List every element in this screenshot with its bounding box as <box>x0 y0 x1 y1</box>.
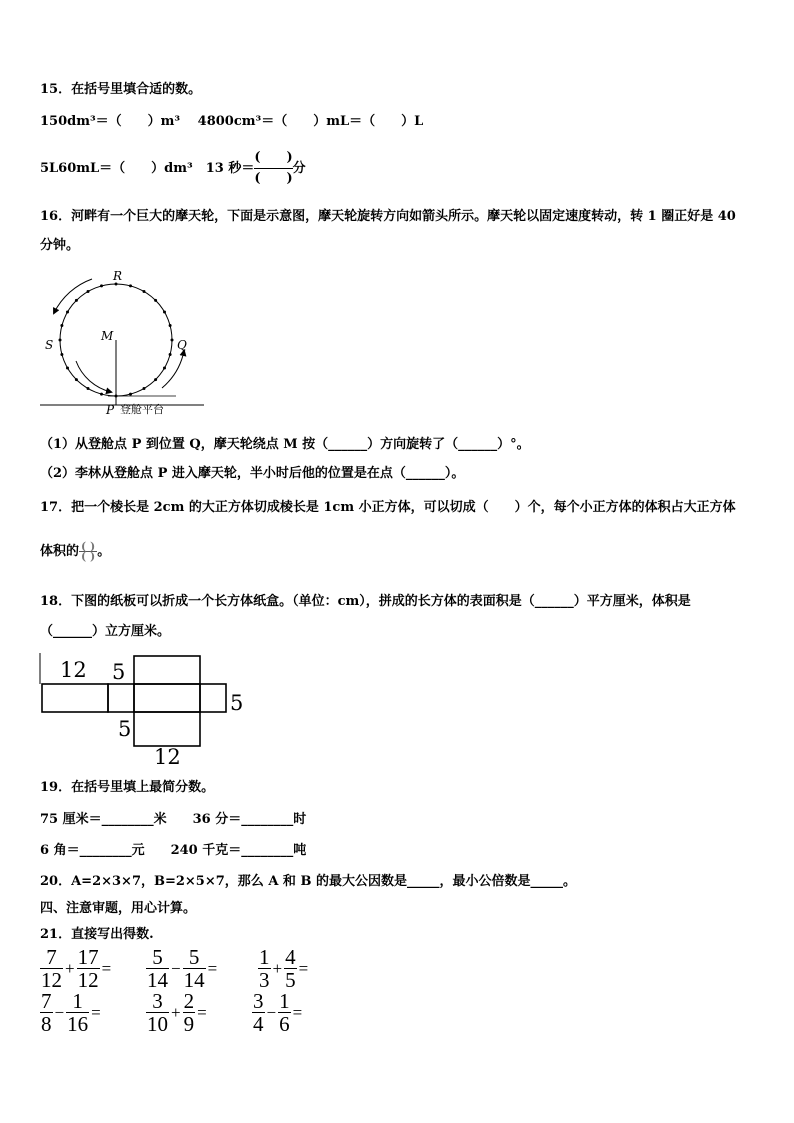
label-p: P <box>106 403 115 417</box>
q15-line1: 150dm³＝（ ）m³ 4800cm³＝（ ）mL＝（ ）L <box>40 114 424 129</box>
q18-line2: （______）立方厘米。 <box>40 624 171 639</box>
q17-line2 <box>40 542 110 562</box>
q15-title: 15．在括号里填合适的数。 <box>40 82 202 97</box>
q17-fraction <box>79 542 97 561</box>
q16-sub1: （1）从登舱点 P 到位置 Q，摩天轮绕点 M 按（______）方向旋转了（______）°。 <box>40 437 530 452</box>
q15-frac-den: ( ) <box>254 171 293 186</box>
q21-title: 21．直接写出得数. <box>40 927 154 942</box>
q18-line1: 18．下图的纸板可以折成一个长方体纸盒。（单位：cm），拼成的长方体的表面积是（______）平方厘米，体积是 <box>40 594 691 609</box>
q19-line2: 6 角＝________元 240 千克＝________吨 <box>40 843 307 858</box>
q15-line2-prefix: 5L60mL＝（ ）dm³ 13 秒＝ <box>40 161 255 176</box>
q19-line1: 75 厘米＝________米 36 分＝________时 <box>40 812 307 827</box>
q17-line1: 17．把一个棱长是 2cm 的大正方体切成棱长是 1cm 小正方体，可以切成（ ）个，每个小正方体的体积占大正方体 <box>40 500 736 515</box>
q15-line2 <box>40 148 306 189</box>
rotation-arrow-top-left <box>54 279 92 313</box>
q17-frac-den: ( ) <box>81 550 96 563</box>
calc-item: $\frac{7}{12}$ + $\frac{17}{12}$ = <box>41 945 112 992</box>
calc-item: $\frac{1}{3}$ + $\frac{4}{5}$ = <box>259 945 309 992</box>
rotation-arrow-bottom-left <box>76 361 111 392</box>
q16-sub2: （2）李林从登舱点 P 进入摩天轮，半小时后他的位置是在点（______）。 <box>40 466 465 481</box>
label-top-12: 12 <box>60 658 87 682</box>
q15-line2-suffix: 分 <box>292 161 306 176</box>
q17-frac-num: ( ) <box>81 540 96 553</box>
label-s: S <box>45 338 54 352</box>
ferris-wheel-figure <box>36 265 206 425</box>
label-right-5: 5 <box>230 691 244 715</box>
label-bottom-12: 12 <box>154 745 181 769</box>
q19-title: 19．在括号里填上最简分数。 <box>40 780 215 795</box>
calc-item: $\frac{3}{10}$ + $\frac{2}{9}$ = <box>147 989 207 1036</box>
q15-frac-num: ( ) <box>254 148 292 169</box>
label-r: R <box>113 269 123 283</box>
label-q: Q <box>177 338 187 352</box>
q20-line: 20．A=2×3×7，B=2×5×7，那么 A 和 B 的最大公因数是_____，最小公倍数是_____。 <box>40 874 576 889</box>
calc-item: $\frac{3}{4}$ − $\frac{1}{6}$ = <box>253 989 303 1036</box>
box-net-figure <box>36 650 256 770</box>
section4-title: 四、注意审题，用心计算。 <box>40 901 197 916</box>
rotation-arrow-right <box>162 351 184 388</box>
label-m: M <box>101 329 114 343</box>
q17-line2-prefix: 体积的 <box>40 544 80 559</box>
label-platform: 登舱平台 <box>120 403 164 416</box>
q16-line1: 16．河畔有一个巨大的摩天轮，下面是示意图，摩天轮旋转方向如箭头所示。摩天轮以固定速度转动，转 1 圈正好是 40 <box>40 209 736 224</box>
q15-fraction <box>254 148 292 189</box>
calc-item: $\frac{7}{8}$ − $\frac{1}{16}$ = <box>41 989 101 1036</box>
label-bottom-5: 5 <box>118 717 132 741</box>
q17-line2-suffix: 。 <box>97 544 111 559</box>
label-top-5: 5 <box>112 660 126 684</box>
q16-line2: 分钟。 <box>40 238 80 253</box>
calc-item: $\frac{5}{14}$ − $\frac{5}{14}$ = <box>147 945 218 992</box>
